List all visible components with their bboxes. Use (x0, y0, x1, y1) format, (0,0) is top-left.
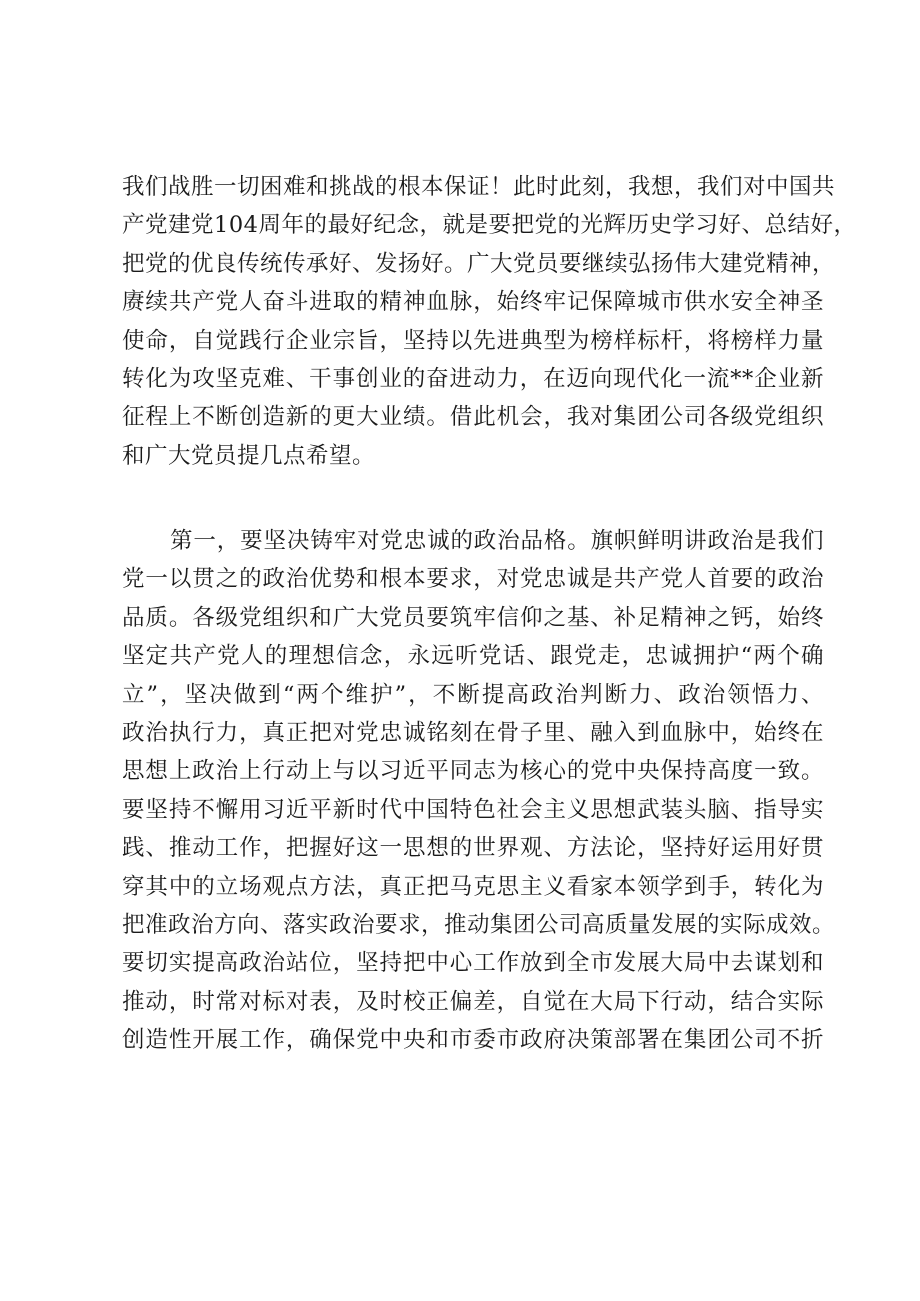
paragraph-line: 转化为攻坚克难、干事创业的奋进动力，在迈向现代化一流**企业新 (122, 365, 824, 392)
paragraph-line: 产党建党104周年的最好纪念，就是要把党的光辉历史学习好、总结好， (122, 212, 857, 239)
paragraph-line: 要切实提高政治站位，坚持把中心工作放到全市发展大局中去谋划和 (122, 950, 824, 977)
paragraph-line: 政治执行力，真正把对党忠诚铭刻在骨子里、融入到血脉中，始终在 (122, 719, 824, 746)
paragraph-line: 党一以贯之的政治优势和根本要求，对党忠诚是共产党人首要的政治 (122, 566, 824, 593)
paragraph-first-point (122, 522, 836, 1059)
paragraph-closing-remarks (122, 168, 857, 475)
paragraph-line: 把准政治方向、落实政治要求，推动集团公司高质量发展的实际成效。 (122, 911, 836, 938)
paragraph-line: 第一，要坚决铸牢对党忠诚的政治品格。旗帜鲜明讲政治是我们 (170, 528, 824, 554)
paragraph-line: 赓续共产党人奋斗进取的精神血脉，始终牢记保障城市供水安全神圣 (122, 289, 824, 316)
paragraph-line: 穿其中的立场观点方法，真正把马克思主义看家本领学到手，转化为 (122, 873, 824, 900)
paragraph-line: 创造性开展工作，确保党中央和市委市政府决策部署在集团公司不折 (122, 1027, 824, 1054)
paragraph-line: 把党的优良传统传承好、发扬好。广大党员要继续弘扬伟大建党精神， (122, 250, 836, 277)
paragraph-line: 品质。各级党组织和广大党员要筑牢信仰之基、补足精神之钙，始终 (122, 604, 824, 631)
paragraph-line: 推动，时常对标对表，及时校正偏差，自觉在大局下行动，结合实际 (122, 988, 824, 1015)
paragraph-line: 我们战胜一切困难和挑战的根本保证！此时此刻，我想，我们对中国共 (122, 174, 836, 200)
paragraph-line: 坚定共产党人的理想信念，永远听党话、跟党走，忠诚拥护“两个确 (122, 643, 824, 670)
paragraph-line: 要坚持不懈用习近平新时代中国特色社会主义思想武装头脑、指导实 (122, 796, 824, 823)
paragraph-line: 思想上政治上行动上与以习近平同志为核心的党中央保持高度一致。 (122, 758, 824, 785)
paragraph-line: 践、推动工作，把握好这一思想的世界观、方法论，坚持好运用好贯 (122, 835, 824, 862)
paragraph-line: 征程上不断创造新的更大业绩。借此机会，我对集团公司各级党组织 (122, 404, 824, 431)
paragraph-line: 和广大党员提几点希望。 (122, 442, 376, 469)
paragraph-line: 立”，坚决做到“两个维护”，不断提高政治判断力、政治领悟力、 (122, 681, 824, 708)
paragraph-line: 使命，自觉践行企业宗旨，坚持以先进典型为榜样标杆，将榜样力量 (122, 327, 824, 354)
